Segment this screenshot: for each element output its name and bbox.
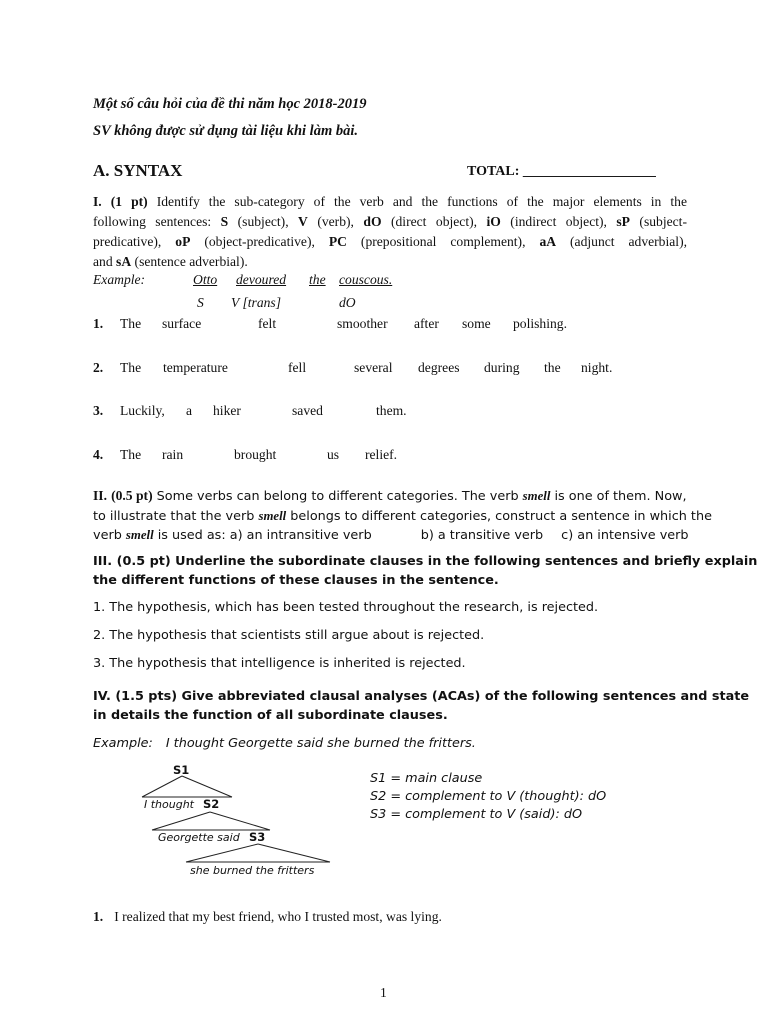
example-label: Example:	[93, 272, 146, 287]
sentence-word: temperature	[163, 360, 228, 375]
example-word: devoured	[236, 272, 287, 287]
sentence-word: some	[462, 316, 491, 331]
tree-label: Georgette said	[158, 831, 240, 844]
sentence-word: us	[327, 447, 340, 462]
sentence-word: saved	[292, 403, 323, 418]
tree-node-s2: S2	[203, 797, 220, 811]
example-word: couscous.	[339, 272, 393, 287]
legend-item: S2 = complement to V (thought): dO	[370, 789, 607, 804]
tree-label: she burned the fritters	[190, 864, 315, 877]
tree-node-s3: S3	[249, 830, 266, 844]
sentence-word: night.	[581, 360, 613, 375]
sentence-word: rain	[162, 447, 184, 462]
example-tag: dO	[339, 295, 356, 310]
example-word: Otto	[193, 272, 218, 287]
exam-header-line1: Một số câu hỏi của đề thi năm học 2018-2019	[93, 96, 367, 112]
q4-item-1: 1. I realized that my best friend, who I trusted most, was lying.	[93, 909, 442, 924]
exam-header-line2: SV không được sử dụng tài liệu khi làm bài.	[93, 123, 359, 139]
page-number: 1	[380, 985, 387, 1000]
sentence-word: after	[414, 316, 439, 331]
sentence-word: The	[120, 447, 142, 462]
sentence-word: hiker	[213, 403, 241, 418]
q3-heading: III. (0.5 pt) Underline the subordinate clauses in the following sentences and briefly explain the different functions of these clauses in the sentence.	[93, 554, 758, 588]
sentence-word: brought	[234, 447, 277, 462]
sentence-word: felt	[258, 316, 277, 331]
q1-instructions: I. (1 pt) Identify the sub-category of the verb and the functions of the major elements in the following sentences: S (subject), V (verb), dO (direct object), iO (indirect object), sP (subject- predicative), oP (object-predicative), PC (prepositional complement), aA (adjunct adverbial), and sA (sentence adverbial).	[93, 194, 687, 269]
tree-label: I thought	[144, 798, 194, 811]
q4-heading: IV. (1.5 pts) Give abbreviated clausal analyses (ACAs) of the following sentences and state in details the function of all subordinate clauses.	[93, 689, 750, 723]
q4-example	[93, 735, 476, 754]
total-blank: ___________________	[522, 164, 656, 179]
legend-item: S1 = main clause	[370, 771, 483, 786]
q3-item: 3. The hypothesis that intelligence is inherited is rejected.	[93, 656, 466, 671]
sentence-word: degrees	[418, 360, 460, 375]
q3-item: 1. The hypothesis, which has been tested throughout the research, is rejected.	[93, 600, 599, 615]
sentence-word: Luckily,	[120, 403, 165, 418]
sentence-word: The	[120, 360, 142, 375]
sentence-word: during	[484, 360, 520, 375]
tree-legend	[370, 770, 606, 824]
sentence-word: relief.	[365, 447, 398, 462]
q3-item: 2. The hypothesis that scientists still argue about is rejected.	[93, 628, 485, 643]
example-sentence: I thought Georgette said she burned the fritters.	[165, 736, 476, 751]
example-tag: S	[197, 295, 204, 310]
sentence-word: a	[186, 403, 193, 418]
sentence-word: polishing.	[513, 316, 568, 331]
q2-instructions: II. (0.5 pt) Some verbs can belong to different categories. The verb smell is one of them. Now, to illustrate that the verb smell belongs to different categories, construct a sentence in which the verb smell is used as: a) an intransitive verb b) a transitive verb c) an intensive verb	[93, 488, 712, 543]
example-tag: V [trans]	[231, 295, 281, 310]
sentence-word: fell	[288, 360, 307, 375]
example-label: Example:	[93, 736, 153, 751]
legend-item: S3 = complement to V (said): dO	[370, 807, 583, 822]
sentence-word: several	[354, 360, 393, 375]
sentence-word: The	[120, 316, 142, 331]
sentence-word: smoother	[337, 316, 388, 331]
total-label: TOTAL: ___________________	[467, 164, 656, 179]
section-title: A. SYNTAX	[93, 161, 183, 180]
sentence-word: surface	[162, 316, 202, 331]
tree-node-s1: S1	[173, 763, 190, 777]
sentence-word: them.	[376, 403, 407, 418]
sentence-word: the	[544, 360, 561, 375]
clause-tree-diagram	[140, 762, 350, 880]
example-word: the	[309, 272, 326, 287]
